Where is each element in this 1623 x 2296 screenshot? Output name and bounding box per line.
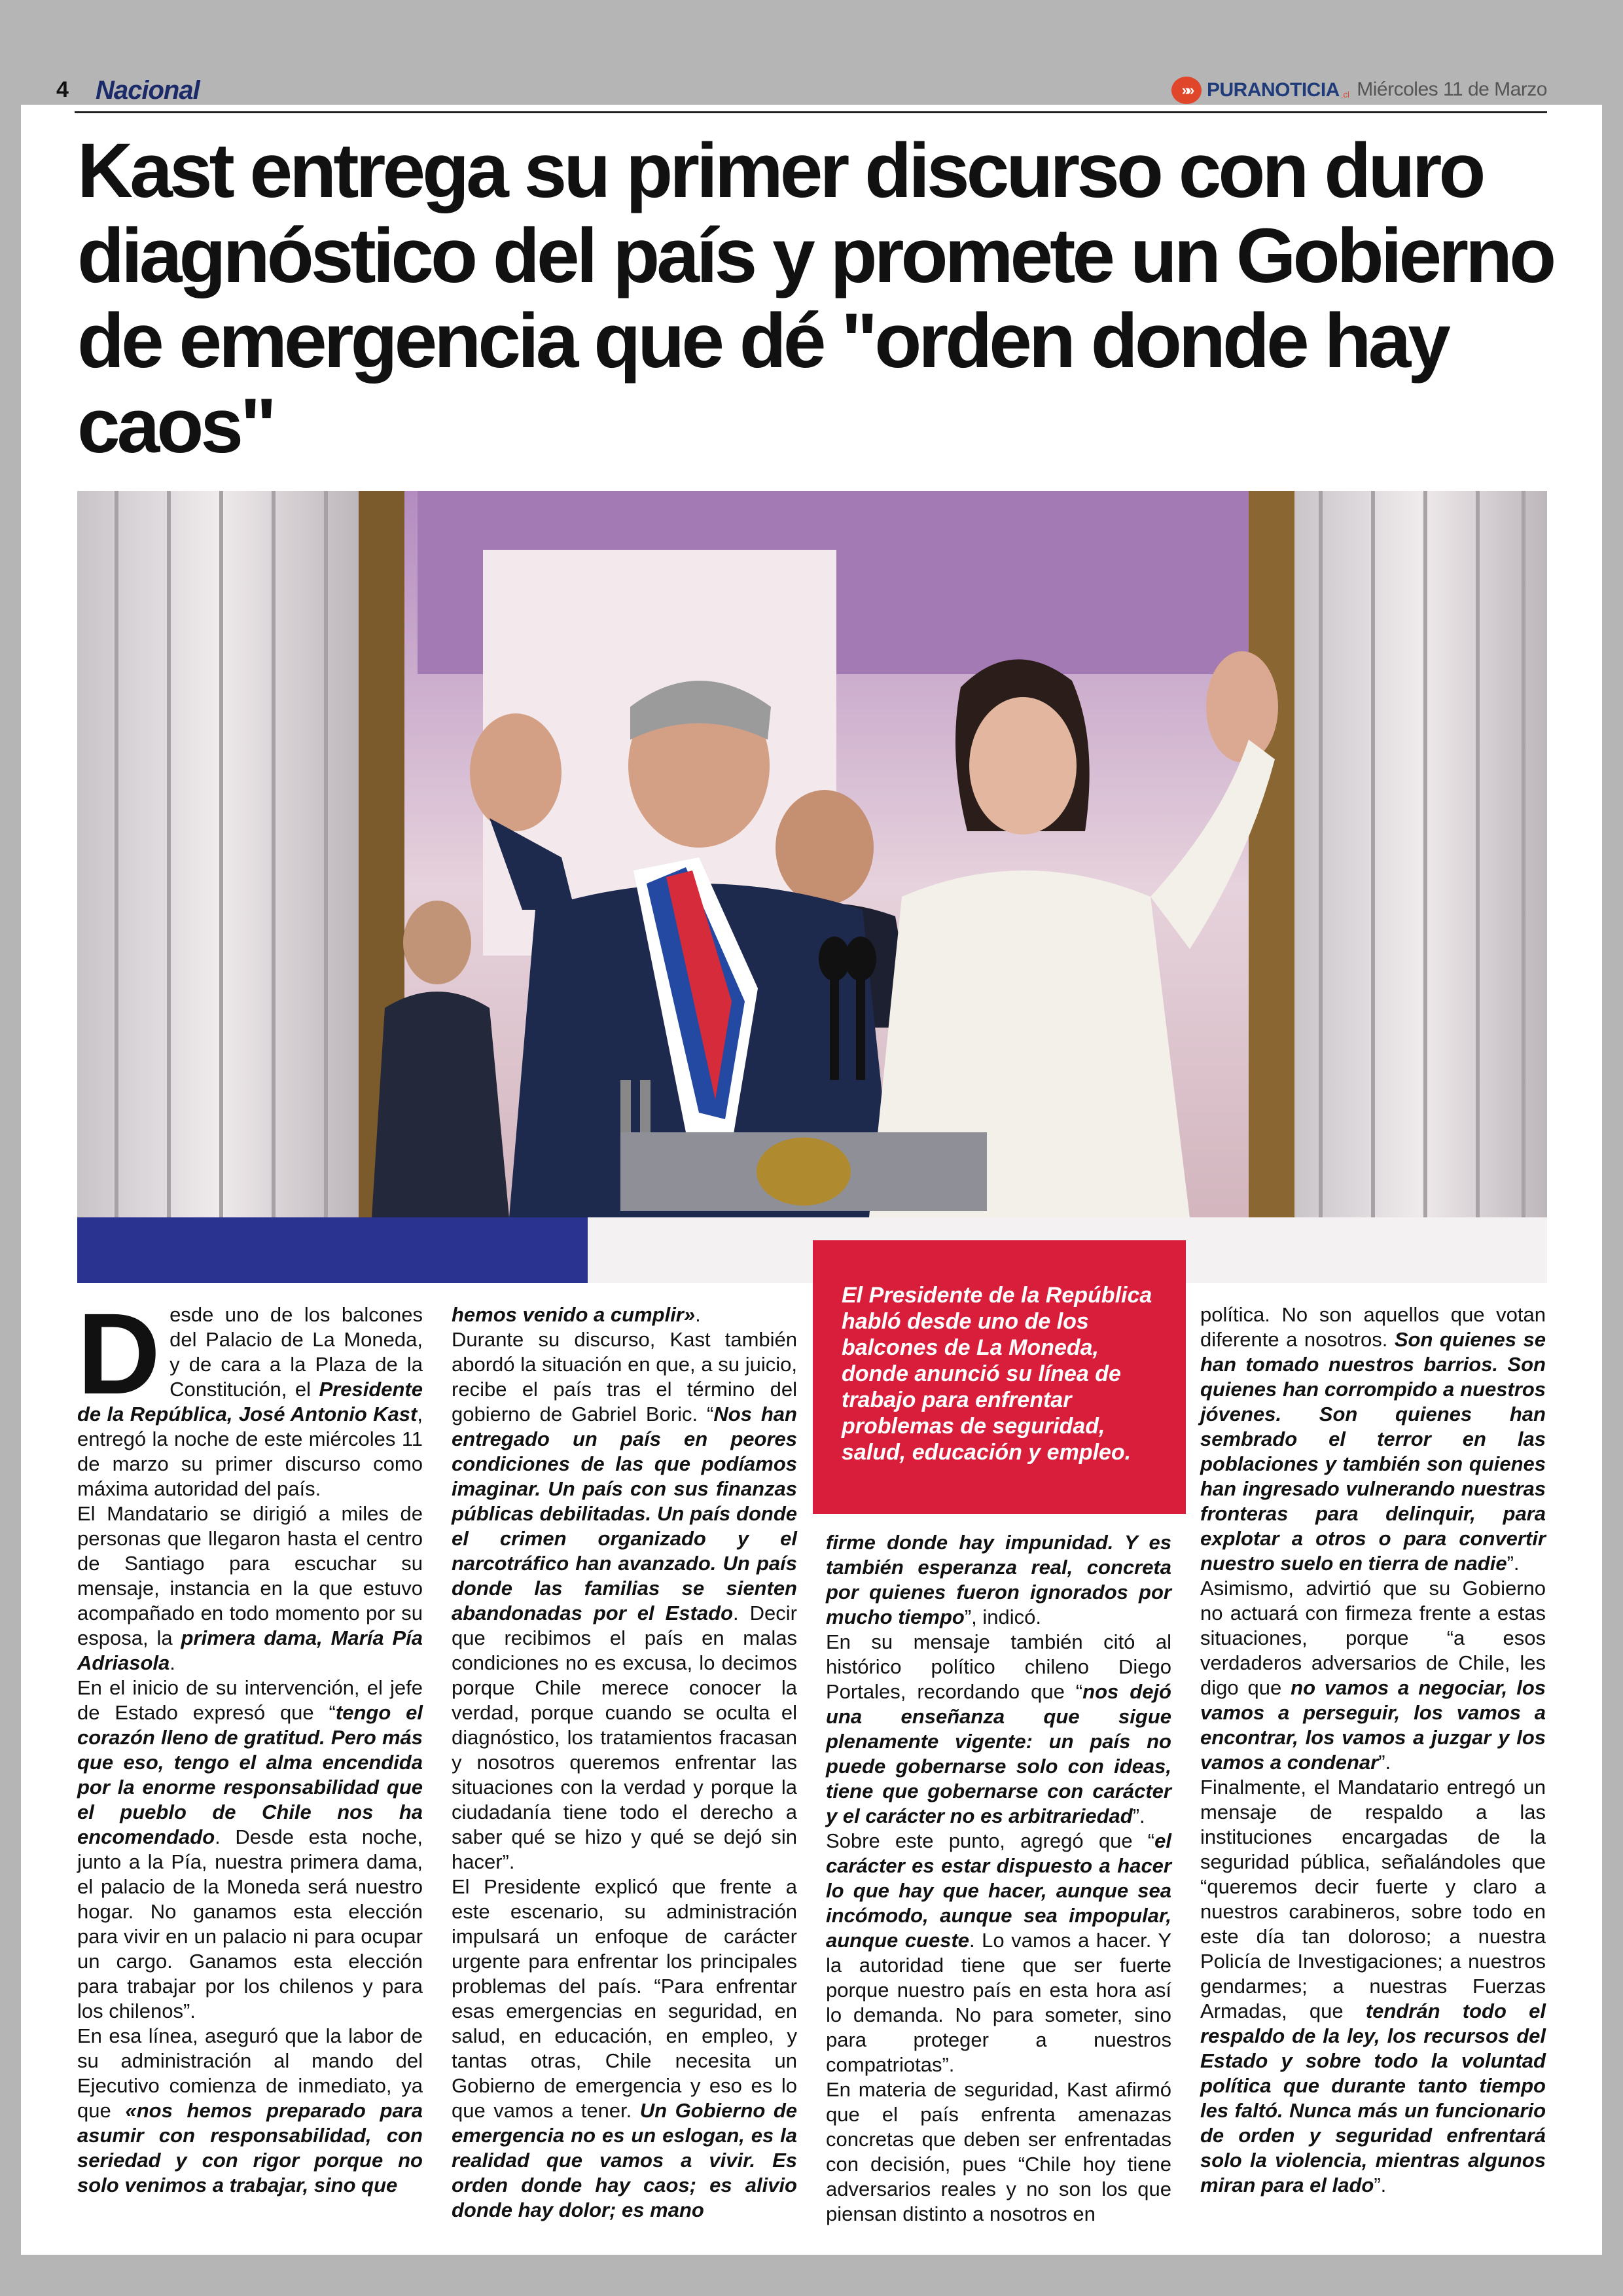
paragraph	[1200, 1775, 1546, 2198]
text-run: En el inicio de su intervención, el jefe de Estado expresó que “	[77, 1676, 423, 1724]
text-run: . Desde esta noche, junto a la Pía, nuestra primera dama, el palacio de la Moneda será nuestro hogar. No ganamos esta elección para vivir en un palacio ni para ocupar un cargo. Ganamos esta elección para trabajar por los chilenos y para los chilenos”.	[77, 1825, 423, 2022]
text-run: ”.	[1374, 2174, 1387, 2197]
text-run: En su mensaje también citó al histórico político chileno Diego Portales, recordando que “	[826, 1630, 1171, 1703]
article-column-4	[1200, 1302, 1546, 2198]
paragraph	[77, 1676, 423, 2024]
text-run: política. No son aquellos que votan diferente a nosotros.	[1200, 1303, 1546, 1351]
text-run: Asimismo, advirtió que su Gobierno no actuará con firmeza frente a estas situaciones, porque “a esos verdaderos adversarios de Chile, les digo que	[1200, 1577, 1546, 1699]
emphasis-text: tengo el corazón lleno de gratitud. Pero más que eso, tengo el alma encendida por la enorme responsabilidad que el pueblo de Chile nos ha encomendado	[77, 1701, 423, 1848]
article-column-3	[826, 1530, 1171, 2227]
text-run: . Decir que recibimos el país en malas condiciones no es excusa, lo decimos porque Chile merece conocer la verdad, porque cuando se oculta el diagnóstico, los tratamientos fracasan y nosotros queremos enfrentar las situaciones con la verdad y porque la ciudadanía tiene todo el derecho a saber qué se hizo y qué se dejó sin hacer”.	[452, 1602, 797, 1873]
emphasis-text: Son quienes se han tomado nuestros barrios. Son quienes han corrompido a nuestros jóvenes. Son quienes han sembrado el terror en las poblaciones y también son quienes han ingresado vulnerando nuestras fronteras para delinquir, para explotar a otros o para convertir nuestro suelo en tierra de nadie	[1200, 1328, 1546, 1575]
paragraph	[452, 1327, 797, 1874]
emphasis-text: firme donde hay impunidad. Y es también esperanza real, concreta por quienes fueron ignorados por mucho tiempo	[826, 1531, 1171, 1628]
emphasis-text: no vamos a negociar, los vamos a perseguir, los vamos a encontrar, los vamos a juzgar y los vamos a condenar	[1200, 1676, 1546, 1774]
text-run: Finalmente, el Mandatario entregó un mensaje de respaldo a las instituciones encargadas de la seguridad pública, señalándoles que “queremos decir fuerte y claro a nuestros carabineros, sobre todo en este día tan doloroso; a nuestra Policía de Investigaciones; a nuestros gendarmes; a nuestras Fuerzas Armadas, que	[1200, 1776, 1546, 2022]
emphasis-text: el carácter es estar dispuesto a hacer lo que hay que hacer, aunque sea incómodo, aunque sea impopular, aunque cueste	[826, 1829, 1171, 1952]
paragraph	[77, 1290, 423, 1501]
drop-cap: D	[77, 1290, 161, 1418]
text-run: .	[169, 1651, 175, 1674]
text-run: Durante su discurso, Kast también abordó la situación en que, a su juicio, recibe el país tras el término del gobierno de Gabriel Boric. “	[452, 1328, 797, 1426]
paragraph: En materia de seguridad, Kast afirmó que el país enfrenta amenazas concretas que deben ser enfrentadas con decisión, pues “Chile hoy tiene adversarios reales y no son los que piensan distinto a nosotros en	[826, 2078, 1171, 2225]
text-run: En esa línea, aseguró que la labor de su administración al mando del Ejecutivo comienza de inmediato, ya que	[77, 2024, 423, 2122]
pull-quote: El Presidente de la República habló desde uno de los balcones de La Moneda, donde anunció su línea de trabajo para enfrentar problemas de seguridad, salud, educación y empleo.	[813, 1240, 1186, 1514]
paragraph	[1200, 1302, 1546, 1576]
emphasis-text: «nos hemos preparado para asumir con responsabilidad, con seriedad y con rigor porque no solo venimos a trabajar, sino que	[77, 2099, 423, 2197]
text-run: . Lo vamos a hacer. Y la autoridad tiene que ser fuerte porque nuestro país en esta hora así lo demanda. No para someter, sino para proteger a nuestros compatriotas”.	[826, 1929, 1171, 2076]
emphasis-text: Presidente de la República, José Antonio Kast	[77, 1378, 423, 1426]
text-run: Sobre este punto, agregó que “	[826, 1829, 1155, 1852]
text-run: ”.	[1507, 1552, 1520, 1575]
brand-suffix: .cl	[1340, 89, 1349, 99]
paragraph	[826, 1829, 1171, 2077]
emphasis-text: nos dejó una enseñanza que sigue plenamente vigente: un país no puede gobernarse solo con ideas, tiene que gobernarse con carácter y el carácter no es arbitrariedad	[826, 1680, 1171, 1827]
text-run: ”.	[1132, 1804, 1145, 1827]
paragraph	[77, 1501, 423, 1676]
text-run: esde uno de los balcones del Palacio de La Moneda, y de cara a la Plaza de la Constitución, el	[169, 1303, 423, 1401]
page-number: 4	[56, 77, 69, 102]
text-run: ”, indicó.	[964, 1605, 1042, 1628]
main-photo[interactable]	[77, 491, 1547, 1283]
text-run: El Mandatario se dirigió a miles de personas que llegaron hasta el centro de Santiago para escuchar su mensaje, instancia en la que estuvo acompañado en todo momento por su esposa, la	[77, 1502, 423, 1649]
brand-name: PURANOTICIA	[1207, 79, 1340, 101]
paragraph	[452, 1302, 797, 1327]
paragraph	[826, 1530, 1171, 1630]
header-rule	[75, 111, 1547, 113]
emphasis-text: tendrán todo el respaldo de la ley, los recursos del Estado y sobre todo la voluntad política que durante tanto tiempo les faltó. Nunca más un funcionario de orden y seguridad enfrentará solo la violencia, mientras algunos miran para el lado	[1200, 2000, 1546, 2197]
article-column-1	[77, 1290, 423, 2198]
paragraph	[77, 2024, 423, 2198]
emphasis-text: hemos venido a cumplir»	[452, 1303, 696, 1326]
section-name: Nacional	[96, 76, 200, 105]
text-run: El Presidente explicó que frente a este escenario, su administración impulsará un enfoque de carácter urgente para enfrentar los principales problemas del país. “Para enfrentar esas emergencias en seguridad, en salud, en educación, en empleo, y tantas otras, Chile necesita un Gobierno de emergencia y eso es lo que vamos a tener.	[452, 1875, 797, 2122]
paragraph	[826, 1630, 1171, 1829]
text-run: ”.	[1378, 1751, 1391, 1774]
issue-date: Miércoles 11 de Marzo	[1357, 79, 1547, 100]
emphasis-text: Un Gobierno de emergencia no es un eslogan, es la realidad que vamos a vivir. Es orden donde hay caos; es alivio donde hay dolor; es mano	[452, 2099, 798, 2221]
headline: Kast entrega su primer discurso con duro diagnóstico del país y promete un Gobierno de emergencia que dé "orden donde hay caos"	[77, 128, 1554, 469]
text-run: .	[695, 1303, 701, 1326]
emphasis-text: Nos han entregado un país en peores condiciones de las que podíamos imaginar. Un país con sus finanzas públicas debilitadas. Un país donde el crimen organizado y el narcotráfico han avanzado. Un país donde las familias se sienten abandonadas por el Estado	[452, 1403, 797, 1624]
paragraph	[1200, 1576, 1546, 1775]
article-column-2	[452, 1302, 797, 2223]
emphasis-text: primera dama, María Pía Adriasola	[77, 1626, 423, 1674]
text-run: , entregó la noche de este miércoles 11 de marzo su primer discurso como máxima autoridad del país.	[77, 1403, 423, 1500]
photo-icon	[77, 491, 1547, 1283]
paragraph	[452, 1874, 797, 2223]
brand-logo[interactable]	[1171, 76, 1349, 105]
chevrons-icon: »»	[1171, 77, 1202, 104]
